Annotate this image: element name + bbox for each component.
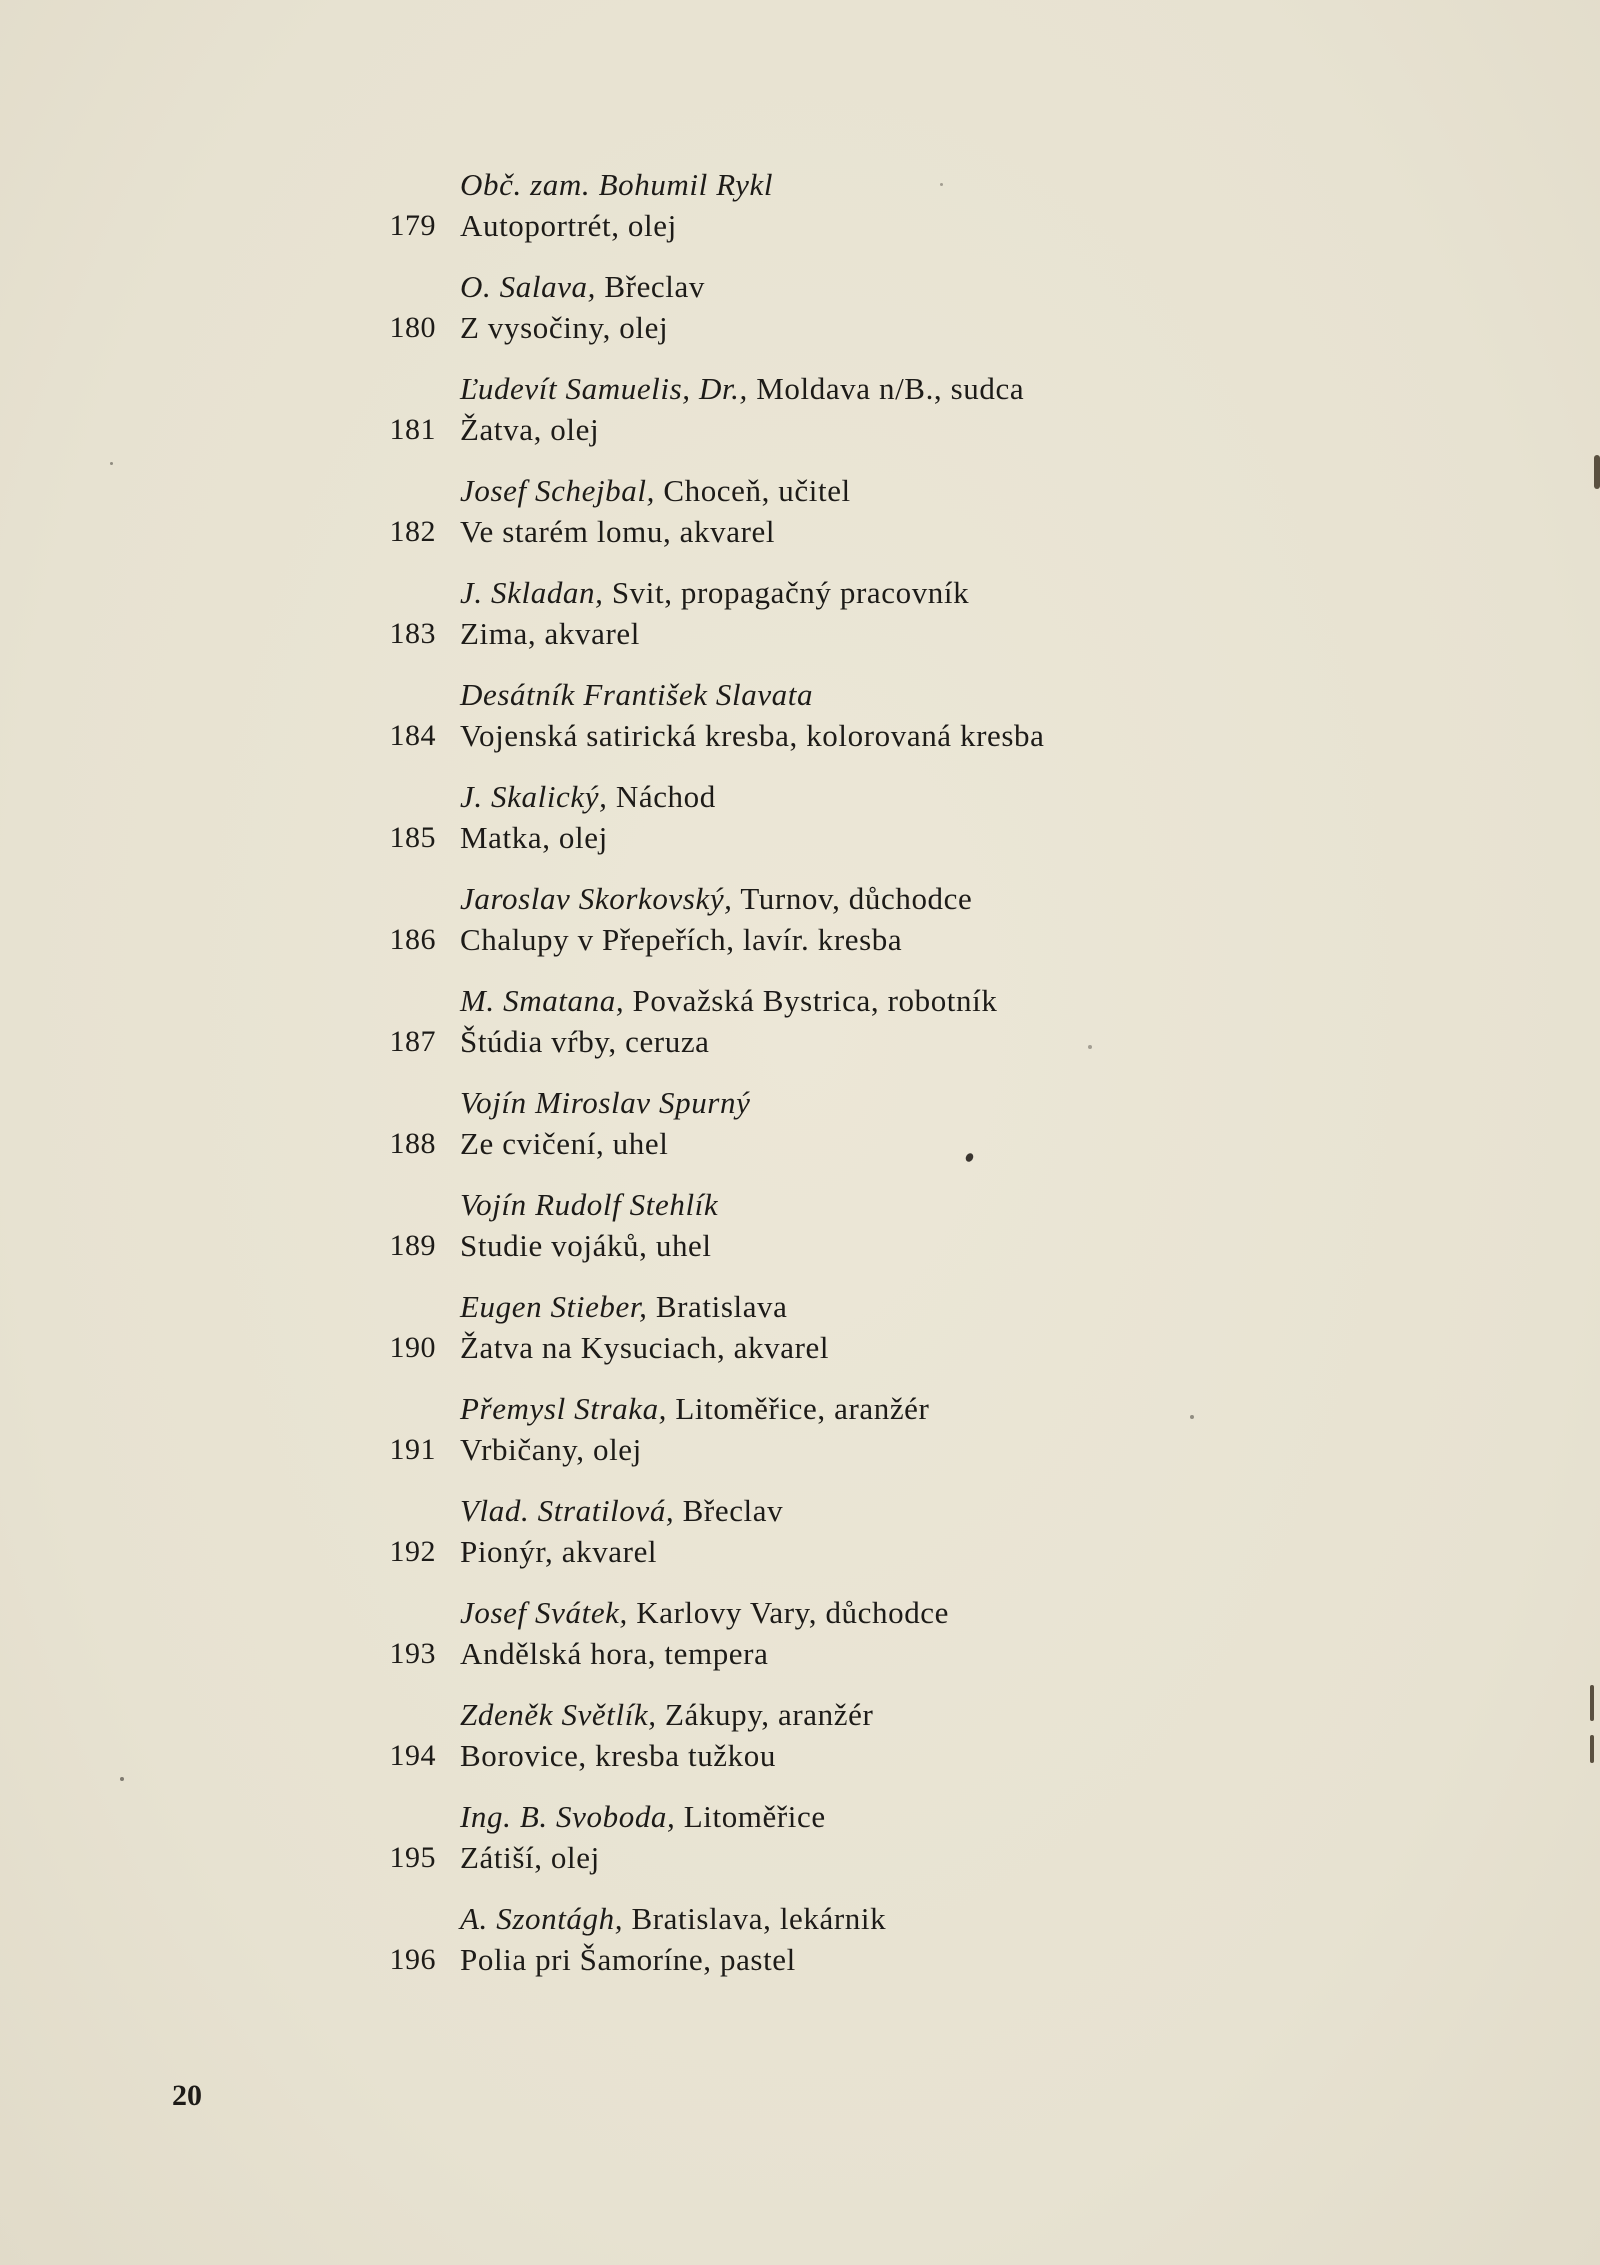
artist-detail: Litoměřice, aranžér xyxy=(675,1391,930,1426)
catalog-entry xyxy=(0,675,1600,777)
entry-number: 189 xyxy=(389,1229,436,1262)
catalog-entry xyxy=(0,1083,1600,1185)
artist-detail: Břeclav xyxy=(682,1493,784,1528)
artist-detail: Břeclav xyxy=(604,269,705,304)
artist-name: Jaroslav Skorkovský, xyxy=(460,881,733,916)
artist-line xyxy=(460,165,773,205)
artist-name: Obč. zam. Bohumil Rykl xyxy=(460,167,774,202)
entry-number: 184 xyxy=(389,719,436,752)
entry-number: 188 xyxy=(389,1127,436,1160)
artist-line xyxy=(460,1593,949,1633)
ink-speck xyxy=(940,183,943,186)
artist-line xyxy=(460,1083,750,1123)
artist-name: Josef Schejbal, xyxy=(460,473,655,508)
artist-name: Zdeněk Světlík, xyxy=(460,1697,657,1732)
catalog-entry xyxy=(0,369,1600,471)
artwork-title: Vojenská satirická kresba, kolorovaná kresba xyxy=(460,718,1045,753)
artist-detail: Bratislava xyxy=(655,1289,788,1324)
artist-detail: Turnov, důchodce xyxy=(740,881,973,916)
catalog-entry xyxy=(0,1899,1600,2001)
artist-name: J. Skladan, xyxy=(460,575,604,610)
artist-name: Vojín Miroslav Spurný xyxy=(460,1085,751,1120)
artist-line xyxy=(460,879,972,919)
entry-number: 193 xyxy=(389,1637,436,1670)
artist-line xyxy=(460,1899,886,1939)
edge-mark xyxy=(1594,455,1600,489)
entry-number: 182 xyxy=(389,515,436,548)
artwork-title: Chalupy v Přepeřích, lavír. kresba xyxy=(460,922,903,957)
artist-name: Přemysl Straka, xyxy=(460,1391,668,1426)
artist-line xyxy=(460,1491,783,1531)
entry-number: 185 xyxy=(389,821,436,854)
catalog-entry xyxy=(0,879,1600,981)
ink-speck xyxy=(120,1777,124,1781)
entry-number: 180 xyxy=(389,311,436,344)
entry-number: 179 xyxy=(389,209,436,242)
artist-detail: Moldava n/B., sudca xyxy=(756,371,1025,406)
artist-line xyxy=(460,471,851,511)
artwork-title: Polia pri Šamoríne, pastel xyxy=(460,1942,796,1977)
artist-detail: Považská Bystrica, robotník xyxy=(632,983,998,1018)
catalog-entry xyxy=(0,165,1600,267)
catalog-entry xyxy=(0,777,1600,879)
artist-line xyxy=(460,981,997,1021)
catalog-entry xyxy=(0,981,1600,1083)
entry-number: 196 xyxy=(389,1943,436,1976)
artwork-title: Autoportrét, olej xyxy=(460,208,677,243)
artwork-title: Zima, akvarel xyxy=(460,616,640,651)
artist-line xyxy=(460,1185,718,1225)
artist-name: Eugen Stieber, xyxy=(460,1289,648,1324)
artwork-title: Studie vojáků, uhel xyxy=(460,1228,712,1263)
entry-number: 194 xyxy=(389,1739,436,1772)
catalog-entry xyxy=(0,1287,1600,1389)
artist-line xyxy=(460,777,716,817)
artwork-title: Pionýr, akvarel xyxy=(460,1534,658,1569)
entry-number: 195 xyxy=(389,1841,436,1874)
artist-name: Desátník František Slavata xyxy=(460,677,814,712)
artist-name: Josef Svátek, xyxy=(460,1595,628,1630)
artwork-title: Vrbičany, olej xyxy=(460,1432,642,1467)
catalog-entry xyxy=(0,1593,1600,1695)
edge-mark xyxy=(1590,1735,1594,1763)
artist-detail: Bratislava, lekárnik xyxy=(631,1901,887,1936)
entry-number: 192 xyxy=(389,1535,436,1568)
artwork-title: Andělská hora, tempera xyxy=(460,1636,769,1671)
entry-number: 181 xyxy=(389,413,436,446)
entry-number: 191 xyxy=(389,1433,436,1466)
artwork-title: Ve starém lomu, akvarel xyxy=(460,514,776,549)
page-number: 20 xyxy=(172,2079,202,2112)
artwork-title: Ze cvičení, uhel xyxy=(460,1126,669,1161)
artwork-title: Žatva, olej xyxy=(460,412,600,447)
catalog-entry xyxy=(0,1389,1600,1491)
artist-detail: Zákupy, aranžér xyxy=(665,1697,874,1732)
artist-line xyxy=(460,369,1024,409)
catalog-entry xyxy=(0,573,1600,675)
edge-mark xyxy=(1590,1685,1594,1721)
artwork-title: Z vysočiny, olej xyxy=(460,310,669,345)
entry-number: 187 xyxy=(389,1025,436,1058)
artist-name: Ľudevít Samuelis, Dr., xyxy=(460,371,748,406)
entry-number: 186 xyxy=(389,923,436,956)
artist-line xyxy=(460,267,705,307)
artist-line xyxy=(460,675,813,715)
catalog-entry xyxy=(0,1185,1600,1287)
artist-detail: Choceň, učitel xyxy=(663,473,851,508)
artist-line xyxy=(460,1695,873,1735)
artist-line xyxy=(460,1797,826,1837)
artist-detail: Svit, propagačný pracovník xyxy=(611,575,970,610)
entry-number: 183 xyxy=(389,617,436,650)
artist-detail: Náchod xyxy=(615,779,716,814)
artist-name: J. Skalický, xyxy=(460,779,608,814)
artist-line xyxy=(460,1287,788,1327)
artist-name: Vojín Rudolf Stehlík xyxy=(460,1187,719,1222)
catalog-entry xyxy=(0,267,1600,369)
artist-name: M. Smatana, xyxy=(460,983,625,1018)
catalog-entry xyxy=(0,1491,1600,1593)
catalog-entry xyxy=(0,471,1600,573)
ink-speck xyxy=(1190,1415,1194,1419)
artist-name: O. Salava, xyxy=(460,269,597,304)
artwork-title: Borovice, kresba tužkou xyxy=(460,1738,776,1773)
artist-line xyxy=(460,573,969,613)
artwork-title: Zátiší, olej xyxy=(460,1840,600,1875)
artwork-title: Matka, olej xyxy=(460,820,608,855)
artist-detail: Litoměřice xyxy=(683,1799,826,1834)
catalog-entry xyxy=(0,1695,1600,1797)
artist-line xyxy=(460,1389,929,1429)
artwork-title: Štúdia vŕby, ceruza xyxy=(460,1024,710,1059)
artist-name: Ing. B. Svoboda, xyxy=(460,1799,676,1834)
artist-name: Vlad. Stratilová, xyxy=(460,1493,675,1528)
artwork-title: Žatva na Kysuciach, akvarel xyxy=(460,1330,830,1365)
catalog-entry xyxy=(0,1797,1600,1899)
artist-name: A. Szontágh, xyxy=(460,1901,624,1936)
artist-detail: Karlovy Vary, důchodce xyxy=(636,1595,950,1630)
ink-speck xyxy=(110,462,113,465)
ink-speck xyxy=(1088,1045,1092,1049)
entry-number: 190 xyxy=(389,1331,436,1364)
